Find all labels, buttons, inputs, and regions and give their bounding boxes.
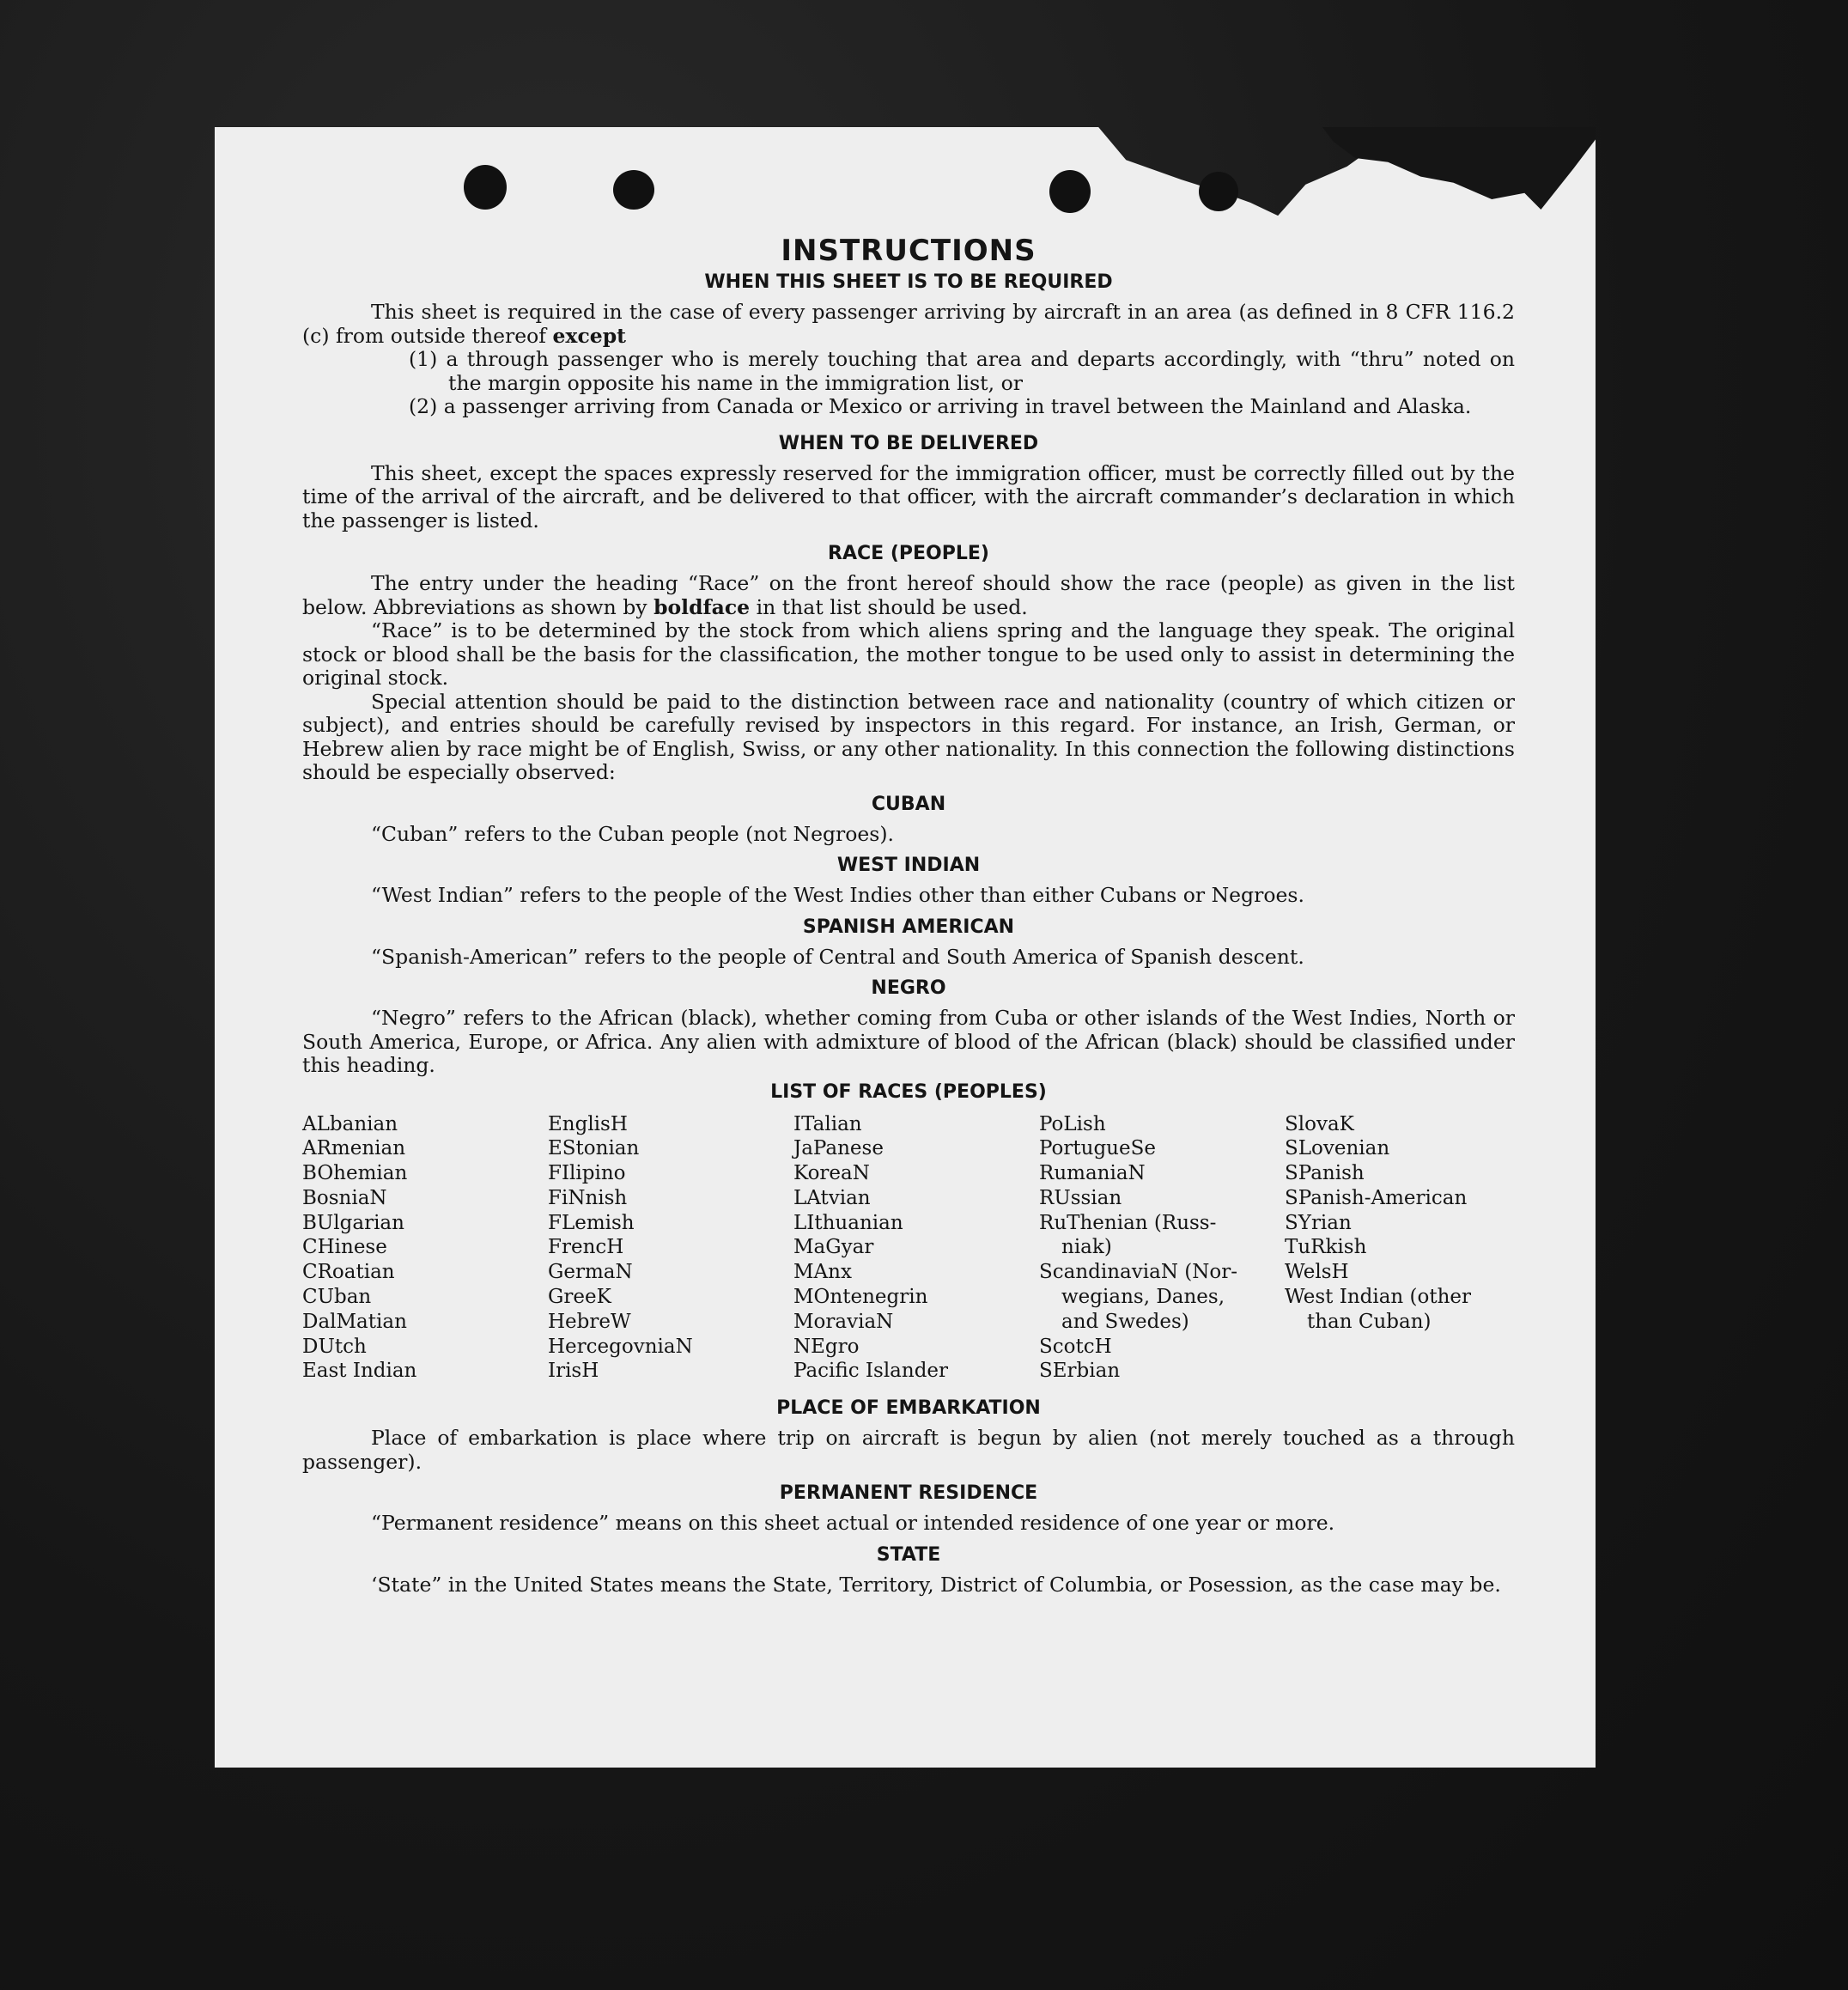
race-entry: SlovaK <box>1285 1112 1354 1135</box>
punch-hole <box>1049 170 1091 213</box>
race-entry: SPanish <box>1285 1162 1365 1185</box>
race-entry-continuation: niak) <box>1061 1236 1112 1259</box>
race-entry: ALbanian <box>302 1112 398 1135</box>
race-entry: RuThenian (Russ- <box>1039 1211 1217 1234</box>
race-entry: KoreaN <box>793 1162 870 1185</box>
heading-residence: PERMANENT RESIDENCE <box>779 1482 1038 1505</box>
punch-hole <box>464 165 507 210</box>
state-text: ‘State” in the United States means the State, Territory, District of Columbia, or Posession, as the case may be. <box>371 1572 1501 1597</box>
heading-state: STATE <box>876 1543 941 1566</box>
race-entry: SYrian <box>1285 1211 1352 1234</box>
races-column-4 <box>1039 1112 1285 1384</box>
race-entry: LIthuanian <box>793 1211 903 1234</box>
race-entry: BosniaN <box>302 1186 387 1209</box>
race-entry: SPanish-American <box>1285 1186 1468 1209</box>
race-entry: BUlgarian <box>302 1211 404 1234</box>
race-entry: EnglisH <box>548 1112 628 1135</box>
races-column-1 <box>302 1112 548 1384</box>
race-entry: FrencH <box>548 1236 624 1259</box>
race-entry: MaGyar <box>793 1236 874 1259</box>
required-item-2: (2) a passenger arriving from Canada or Mexico or arriving in travel between the Mainland and Alaska. <box>409 394 1472 418</box>
required-item-1: (1) a through passenger who is merely touching that area and departs accordingly, with “thru” noted on the margin opposite his name in the immigration list, or <box>409 347 1515 395</box>
race-entry: FLemish <box>548 1211 635 1234</box>
race-entry: DalMatian <box>302 1310 407 1333</box>
race-entry: EStonian <box>548 1137 640 1160</box>
heading-embarkation: PLACE OF EMBARKATION <box>776 1397 1041 1420</box>
race-entry: WelsH <box>1285 1261 1349 1284</box>
race-entry: GreeK <box>548 1286 611 1309</box>
race-entry: ScotcH <box>1039 1335 1112 1358</box>
residence-text: “Permanent residence” means on this sheet actual or intended residence of one year or more. <box>371 1511 1335 1536</box>
required-intro: This sheet is required in the case of every passenger arriving by aircraft in an area (as defined in 8 CFR 116.2 (c) from outside thereof except <box>302 300 1515 348</box>
races-column-3 <box>793 1112 1039 1384</box>
race-entry: ITalian <box>793 1112 862 1135</box>
race-entry: CRoatian <box>302 1261 395 1284</box>
negro-text: “Negro” refers to the African (black), whether coming from Cuba or other islands of the West Indies, North or South America, Europe, or Africa. Any alien with admixture of blood of the African (black) should be classified under this heading. <box>302 1006 1515 1077</box>
heading-west-indian: WEST INDIAN <box>836 855 981 876</box>
heading-cuban: CUBAN <box>871 793 946 815</box>
race-entry: West Indian (other <box>1285 1286 1472 1309</box>
races-list <box>302 1112 1515 1384</box>
race-entry: MOntenegrin <box>793 1286 928 1309</box>
race-entry: ARmenian <box>302 1137 406 1160</box>
race-entry: JaPanese <box>793 1137 884 1160</box>
race-entry: FIlipino <box>548 1162 626 1185</box>
heading-race: RACE (PEOPLE) <box>828 543 989 564</box>
race-entry: East Indian <box>302 1360 417 1383</box>
race-entry: IrisH <box>548 1360 599 1383</box>
races-column-5 <box>1285 1112 1515 1384</box>
race-entry: DUtch <box>302 1335 367 1358</box>
race-entry: CUban <box>302 1286 372 1309</box>
race-entry: CHinese <box>302 1236 387 1259</box>
heading-spanish-american: SPANISH AMERICAN <box>802 916 1015 938</box>
punch-hole <box>1199 172 1238 211</box>
spanish-american-text: “Spanish-American” refers to the people of Central and South America of Spanish descent. <box>371 944 1304 969</box>
embarkation-text: Place of embarkation is place where trip on aircraft is begun by alien (not merely touched as a through passenger). <box>302 1426 1515 1474</box>
race-entry: NEgro <box>793 1335 860 1358</box>
race-entry: PortugueSe <box>1039 1137 1156 1160</box>
race-entry: SErbian <box>1039 1360 1121 1383</box>
west-indian-text: “West Indian” refers to the people of the West Indies other than either Cubans or Negroes. <box>371 883 1304 907</box>
cuban-text: “Cuban” refers to the Cuban people (not Negroes). <box>371 821 895 846</box>
race-entry: SLovenian <box>1285 1137 1390 1160</box>
punch-hole <box>613 170 654 210</box>
race-paragraph-3: Special attention should be paid to the distinction between race and nationality (country of which citizen or subject), and entries should be carefully revised by inspectors in this regard. For instance, an Irish, German, or Hebrew alien by race might be of English, Swiss, or any other nationality. In this connection the following distinctions should be especially observed: <box>302 689 1515 784</box>
heading-delivered: WHEN TO BE DELIVERED <box>778 432 1039 454</box>
race-paragraph-1: The entry under the heading “Race” on the front hereof should show the race (people) as given in the list below. Abbreviations as shown by boldface in that list should be used. <box>302 571 1515 619</box>
race-entry: RUssian <box>1039 1186 1122 1209</box>
heading-required: WHEN THIS SHEET IS TO BE REQUIRED <box>704 271 1113 293</box>
race-paragraph-2: “Race” is to be determined by the stock from which aliens spring and the language they speak. The original stock or blood shall be the basis for the classification, the mother tongue to be used only to assist in determining the original stock. <box>302 618 1515 690</box>
race-entry: TuRkish <box>1285 1236 1367 1259</box>
races-column-2 <box>548 1112 793 1384</box>
race-entry-continuation: and Swedes) <box>1061 1310 1189 1333</box>
page-title: INSTRUCTIONS <box>781 234 1036 268</box>
heading-list-of-races: LIST OF RACES (PEOPLES) <box>770 1080 1047 1103</box>
delivered-text: This sheet, except the spaces expressly reserved for the immigration officer, must be correctly filled out by the time of the arrival of the aircraft, and be delivered to that officer, with the aircraft commander’s declaration in which the passenger is listed. <box>302 460 1515 532</box>
heading-negro: NEGRO <box>871 977 946 999</box>
race-entry: BOhemian <box>302 1162 408 1185</box>
race-entry: PoLish <box>1039 1112 1106 1135</box>
race-entry: MAnx <box>793 1261 852 1284</box>
race-entry: RumaniaN <box>1039 1162 1146 1185</box>
race-entry: MoraviaN <box>793 1310 894 1333</box>
race-entry: FiNnish <box>548 1186 628 1209</box>
race-entry: GermaN <box>548 1261 633 1284</box>
race-entry-continuation: wegians, Danes, <box>1061 1286 1225 1309</box>
race-entry: LAtvian <box>793 1186 871 1209</box>
race-entry: HebreW <box>548 1310 631 1333</box>
race-entry: HercegovniaN <box>548 1335 693 1358</box>
race-entry-continuation: than Cuban) <box>1307 1310 1432 1333</box>
race-entry: ScandinaviaN (Nor- <box>1039 1261 1237 1284</box>
instructions-content <box>302 232 1515 1597</box>
race-entry: Pacific Islander <box>793 1360 949 1383</box>
